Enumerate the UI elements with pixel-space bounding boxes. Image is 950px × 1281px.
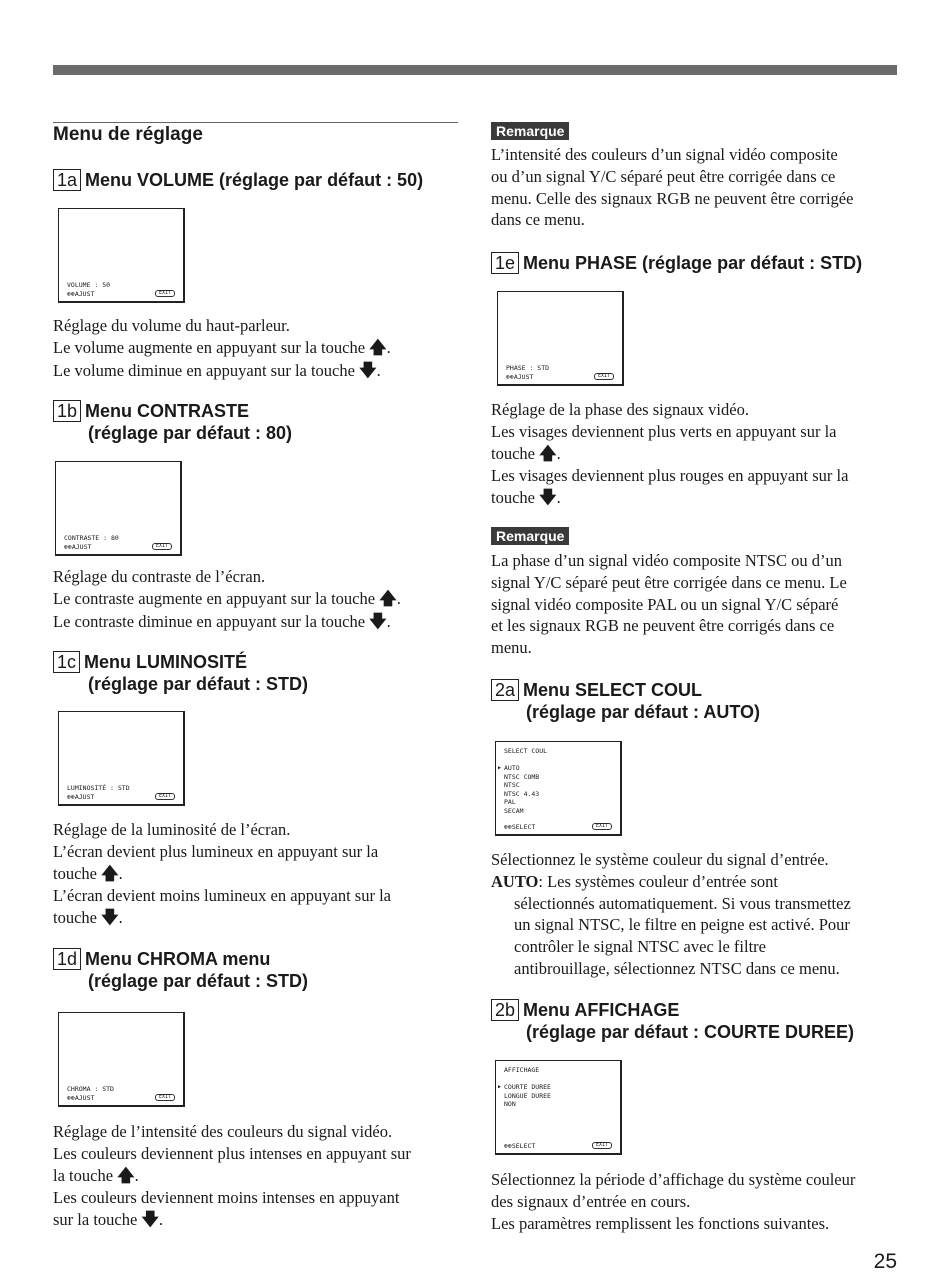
heading-1e [491, 252, 862, 274]
header-bar [53, 65, 897, 75]
tag-1e: 1e [491, 252, 519, 274]
line: ou d’un signal Y/C séparé peut être corrigée dans ce [491, 166, 836, 186]
screen-value: CHROMA : STD [67, 1085, 114, 1093]
section-rule [53, 122, 458, 123]
exit-icon: EXIT [152, 543, 172, 550]
line: Le volume diminue en appuyant sur la touche [53, 360, 355, 380]
up-arrow-icon: 🡅 [369, 337, 387, 358]
line: touche [491, 443, 535, 463]
down-arrow-icon: 🡇 [539, 488, 557, 509]
line: touche [53, 863, 97, 883]
line: sélectionnés automatiquement. Si vous transmettez [514, 893, 851, 913]
line: touche [53, 908, 97, 928]
screen-hint: ⊕⊕AJUST [67, 1093, 95, 1102]
line: sur la touche [53, 1210, 138, 1230]
up-arrow-icon: 🡅 [117, 1165, 135, 1186]
line: : Les systèmes couleur d’entrée sont [538, 871, 779, 891]
screen-chroma [58, 1012, 185, 1107]
title-2a: Menu SELECT COUL [523, 680, 703, 700]
subtitle-2b: (réglage par défaut : COURTE DUREE) [526, 1022, 855, 1042]
heading-1c [53, 651, 308, 695]
screen-value: PHASE : STD [506, 364, 550, 372]
tag-2a: 2a [491, 679, 519, 701]
screen-hint: ⊕⊕AJUST [67, 792, 95, 801]
screen-option: PAL [504, 798, 516, 806]
line: contrôler le signal NTSC avec le filtre [514, 937, 766, 957]
screen-value: CONTRASTE : 80 [64, 534, 119, 542]
line: La phase d’un signal vidéo composite NTSC ou d’un [491, 551, 843, 570]
remarque-1-text [491, 144, 853, 231]
screen-options [499, 1083, 551, 1109]
screen-option: ▶ COURTE DUREE [499, 1083, 551, 1092]
line: L’écran devient plus lumineux en appuyant sur la [53, 841, 379, 861]
screen-hint: ⊕⊕SELECT [504, 822, 536, 831]
line: Les visages deviennent plus rouges en appuyant sur la [491, 466, 849, 486]
line: Les couleurs deviennent moins intenses en appuyant [53, 1188, 400, 1208]
title-1e: Menu PHASE (réglage par défaut : STD) [523, 253, 863, 273]
line: Réglage de l’intensité des couleurs du signal vidéo. [53, 1122, 393, 1141]
heading-1a [53, 169, 423, 191]
line: Réglage du volume du haut-parleur. [53, 316, 290, 335]
subtitle-2a: (réglage par défaut : AUTO) [526, 702, 761, 722]
remarque-2-text [491, 550, 847, 659]
tag-1d: 1d [53, 948, 81, 970]
screen-options [499, 764, 539, 815]
text-1e: Réglage de la phase des signaux vidéo. Les visages deviennent plus verts en appuyant sur la touche 🡅. Les visages deviennent plus rouges en appuyant sur la touche 🡇. [491, 400, 849, 509]
text-1d: Réglage de l’intensité des couleurs du signal vidéo. Les couleurs deviennent plus intenses en appuyant sur la touche 🡅. Les couleurs deviennent moins intenses en appuyant sur la touche 🡇. [53, 1122, 411, 1231]
title-1a: Menu VOLUME (réglage par défaut : 50) [85, 170, 424, 190]
screen-hint: ⊕⊕AJUST [67, 289, 95, 298]
subtitle-1b: (réglage par défaut : 80) [88, 423, 293, 443]
screen-option: NON [504, 1100, 516, 1108]
up-arrow-icon: 🡅 [101, 863, 119, 884]
text-2a [491, 849, 901, 980]
line: la touche [53, 1165, 114, 1185]
line: signal vidéo composite PAL ou un signal Y/C séparé [491, 594, 839, 614]
line: Le contraste augmente en appuyant sur la touche [53, 588, 376, 608]
screen-luminosite [58, 711, 185, 806]
exit-icon: EXIT [594, 373, 614, 380]
screen-contraste [55, 461, 182, 556]
screen-option: SECAM [504, 806, 524, 815]
line: Réglage de la phase des signaux vidéo. [491, 400, 749, 419]
line: menu. Celle des signaux RGB ne peuvent être corrigée [491, 188, 854, 208]
line: Réglage de la luminosité de l’écran. [53, 820, 291, 839]
screen-select-coul [495, 741, 622, 836]
auto-label: AUTO [491, 871, 539, 891]
tag-1c: 1c [53, 651, 80, 673]
line: dans ce menu. [491, 210, 585, 230]
exit-icon: EXIT [155, 290, 175, 297]
line: Le contraste diminue en appuyant sur la touche [53, 611, 366, 631]
text-1a: Réglage du volume du haut-parleur. Le volume augmente en appuyant sur la touche 🡅. Le volume diminue en appuyant sur la touche 🡇. [53, 316, 391, 381]
screen-hint: ⊕⊕SELECT [504, 1141, 536, 1150]
down-arrow-icon: 🡇 [141, 1210, 159, 1231]
line: signal Y/C séparé peut être corrigée dans ce menu. Le [491, 572, 847, 592]
tag-2b: 2b [491, 999, 519, 1021]
line: Les couleurs deviennent plus intenses en appuyant sur [53, 1143, 411, 1163]
screen-affichage [495, 1060, 622, 1155]
up-arrow-icon: 🡅 [379, 588, 397, 609]
heading-1d [53, 948, 308, 992]
screen-hint: ⊕⊕AJUST [506, 372, 534, 381]
title-1b: Menu CONTRASTE [85, 401, 250, 421]
down-arrow-icon: 🡇 [359, 360, 377, 381]
heading-1b [53, 400, 292, 444]
line: antibrouillage, sélectionnez NTSC dans ce menu. [514, 958, 840, 978]
text-1b: Réglage du contraste de l’écran. Le contraste augmente en appuyant sur la touche 🡅. Le contraste diminue en appuyant sur la touche 🡇. [53, 567, 401, 632]
page-number: 25 [873, 1250, 897, 1273]
screen-option: LONGUE DUREE [504, 1091, 551, 1100]
text-2b [491, 1169, 855, 1234]
line: Les visages deviennent plus verts en appuyant sur la [491, 421, 837, 441]
exit-icon: EXIT [155, 793, 175, 800]
line: Sélectionnez le système couleur du signal d’entrée. [491, 850, 829, 869]
up-arrow-icon: 🡅 [539, 443, 557, 464]
subtitle-1c: (réglage par défaut : STD) [88, 674, 309, 694]
screen-menu-title: AFFICHAGE [504, 1066, 540, 1074]
text-1c: Réglage de la luminosité de l’écran. L’écran devient plus lumineux en appuyant sur la touche 🡅. L’écran devient moins lumineux en appuyant sur la touche 🡇. [53, 820, 392, 929]
tag-1b: 1b [53, 400, 81, 422]
line: L’écran devient moins lumineux en appuyant sur la [53, 886, 392, 906]
screen-value: VOLUME : 50 [67, 281, 111, 289]
screen-volume [58, 208, 185, 303]
title-2b: Menu AFFICHAGE [523, 1000, 680, 1020]
heading-2a [491, 679, 760, 723]
subtitle-1d: (réglage par défaut : STD) [88, 971, 309, 991]
line: Le volume augmente en appuyant sur la touche [53, 337, 366, 357]
line: L’intensité des couleurs d’un signal vidéo composite [491, 145, 838, 164]
screen-option: NTSC 4.43 [504, 789, 540, 798]
line: Réglage du contraste de l’écran. [53, 567, 266, 586]
line: touche [491, 488, 535, 508]
exit-icon: EXIT [592, 823, 612, 830]
exit-icon: EXIT [592, 1142, 612, 1149]
screen-hint: ⊕⊕AJUST [64, 542, 92, 551]
screen-option: NTSC [504, 781, 520, 789]
remarque-label: Remarque [491, 122, 569, 140]
exit-icon: EXIT [155, 1094, 175, 1101]
title-1d: Menu CHROMA menu [85, 949, 271, 969]
line: menu. [491, 638, 532, 658]
screen-value: LUMINOSITÉ : STD [67, 784, 130, 792]
line: Les paramètres remplissent les fonctions suivantes. [491, 1213, 830, 1233]
line: Sélectionnez la période d’affichage du système couleur [491, 1170, 856, 1189]
line: un signal NTSC, le filtre en peigne est activé. Pour [514, 915, 850, 935]
down-arrow-icon: 🡇 [101, 908, 119, 929]
page-section-title: Menu de réglage [53, 124, 203, 145]
down-arrow-icon: 🡇 [369, 611, 387, 632]
line: des signaux d’entrée en cours. [491, 1191, 691, 1211]
remarque-label: Remarque [491, 527, 569, 545]
line: et les signaux RGB ne peuvent être corrigés dans ce [491, 616, 835, 636]
screen-phase [497, 291, 624, 386]
heading-2b [491, 999, 854, 1043]
screen-option: ▶ AUTO [499, 764, 539, 773]
screen-option: NTSC COMB [504, 772, 540, 781]
tag-1a: 1a [53, 169, 81, 191]
title-1c: Menu LUMINOSITÉ [84, 652, 248, 672]
screen-menu-title: SELECT COUL [504, 747, 548, 755]
